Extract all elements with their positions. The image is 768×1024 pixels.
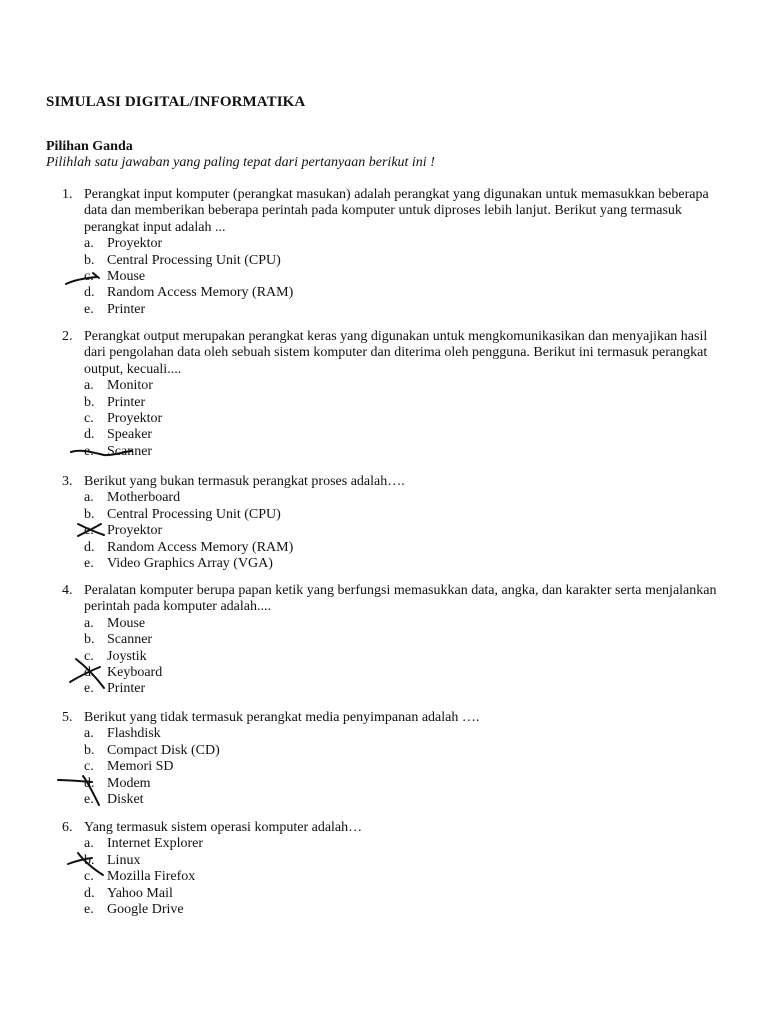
option-letter: d. [84,885,95,901]
option-list [84,490,722,572]
option-text: Proyektor [107,411,163,426]
option-e [84,556,722,572]
option-list [84,726,722,808]
option-c [84,759,722,775]
option-text: Joystik [107,648,147,664]
option-c [84,869,722,885]
option-letter: b. [84,742,95,758]
option-letter: c. [84,269,94,284]
option-letter: d. [84,664,95,680]
option-letter: d. [84,427,95,443]
option-a [84,836,722,852]
option-letter: b. [84,852,95,868]
question-number: 1. [62,187,73,202]
question-text: Perangkat output merupakan perangkat keras yang digunakan untuk mengkomunikasikan dan menyajikan hasil dari pengolahan data oleh sebuah sistem komputer dan diterima oleh pengguna. Berikut ini termasuk perangkat output, kecuali.... [84,329,708,377]
option-text: Keyboard [107,664,163,680]
option-text: Motherboard [107,490,181,506]
question-6 [62,820,722,918]
option-text: Mouse [107,269,146,284]
option-text: Mozilla Firefox [107,869,196,885]
option-letter: a. [84,615,94,631]
question-4 [62,583,722,698]
question-3 [62,474,722,572]
option-letter: c. [84,411,94,426]
option-letter: b. [84,506,95,522]
option-text: Google Drive [107,901,184,917]
question-text: Berikut yang bukan termasuk perangkat proses adalah…. [84,474,405,489]
option-text: Modem [107,775,151,791]
option-letter: c. [84,869,94,885]
page-title: SIMULASI DIGITAL/INFORMATIKA [46,94,306,110]
question-text: Perangkat input komputer (perangkat masukan) adalah perangkat yang digunakan untuk memasukkan beberapa data dan memberikan beberapa perintah pada komputer untuk diproses lebih lanjut. Berikut yang termasuk perangkat input adalah ... [84,187,709,235]
option-text: Central Processing Unit (CPU) [107,252,281,268]
option-text: Monitor [107,378,153,394]
option-a [84,490,722,506]
option-e [84,681,722,697]
question-number: 2. [62,329,73,344]
option-b [84,507,722,523]
option-text: Printer [107,394,146,410]
option-b [84,853,722,869]
option-letter: a. [84,378,94,394]
option-letter: e. [84,443,94,459]
option-text: Flashdisk [107,726,161,742]
option-letter: c. [84,523,94,539]
option-d [84,540,722,556]
option-list [84,236,722,318]
option-c [84,411,722,427]
option-letter: e. [84,791,94,807]
option-letter: e. [84,555,94,571]
question-number: 3. [62,474,73,489]
option-text: Speaker [107,427,153,443]
option-letter: d. [84,285,95,301]
option-text: Proyektor [107,523,163,539]
option-e [84,792,722,808]
option-a [84,726,722,742]
option-e [84,444,722,460]
option-text: Linux [107,852,141,868]
option-b [84,395,722,411]
question-number: 4. [62,583,73,598]
option-list [84,616,722,698]
option-letter: e. [84,301,94,317]
option-text: Compact Disk (CD) [107,742,220,758]
option-text: Internet Explorer [107,836,204,852]
option-letter: c. [84,648,94,664]
option-text: Proyektor [107,236,163,252]
option-e [84,902,722,918]
option-d [84,427,722,443]
option-text: Video Graphics Array (VGA) [107,555,273,571]
question-1 [62,187,722,318]
option-letter: e. [84,681,94,697]
option-text: Printer [107,681,146,697]
question-number: 5. [62,710,73,725]
question-2 [62,329,722,460]
option-b [84,743,722,759]
option-letter: a. [84,726,94,742]
option-c [84,269,722,285]
option-letter: b. [84,632,95,648]
section-heading: Pilihan Ganda [46,139,133,154]
option-d [84,285,722,301]
question-5 [62,710,722,808]
option-letter: d. [84,775,95,791]
question-text: Berikut yang tidak termasuk perangkat media penyimpanan adalah …. [84,710,480,725]
option-letter: a. [84,836,94,852]
option-text: Scanner [107,443,153,459]
option-c [84,523,722,539]
option-letter: d. [84,539,95,555]
question-number: 6. [62,820,73,835]
option-b [84,253,722,269]
option-d [84,886,722,902]
option-a [84,616,722,632]
option-text: Memori SD [107,759,174,775]
option-letter: a. [84,236,94,252]
question-text: Peralatan komputer berupa papan ketik yang berfungsi memasukkan data, angka, dan karakter serta menjalankan perintah pada komputer adalah.... [84,583,717,615]
option-text: Mouse [107,615,146,631]
option-d [84,665,722,681]
option-e [84,302,722,318]
option-text: Random Access Memory (RAM) [107,539,294,555]
option-b [84,632,722,648]
option-letter: a. [84,490,94,506]
question-text: Yang termasuk sistem operasi komputer adalah… [84,820,363,835]
option-a [84,236,722,252]
option-c [84,649,722,665]
option-letter: b. [84,394,95,410]
option-text: Printer [107,301,146,317]
option-letter: b. [84,252,95,268]
option-text: Central Processing Unit (CPU) [107,506,281,522]
option-text: Yahoo Mail [107,885,173,901]
option-list [84,378,722,460]
option-list [84,836,722,918]
option-letter: c. [84,759,94,775]
option-text: Disket [107,791,144,807]
instruction-text: Pilihlah satu jawaban yang paling tepat dari pertanyaan berikut ini ! [46,155,435,170]
option-text: Random Access Memory (RAM) [107,285,294,301]
option-a [84,378,722,394]
option-text: Scanner [107,632,153,648]
option-d [84,776,722,792]
option-letter: e. [84,901,94,917]
